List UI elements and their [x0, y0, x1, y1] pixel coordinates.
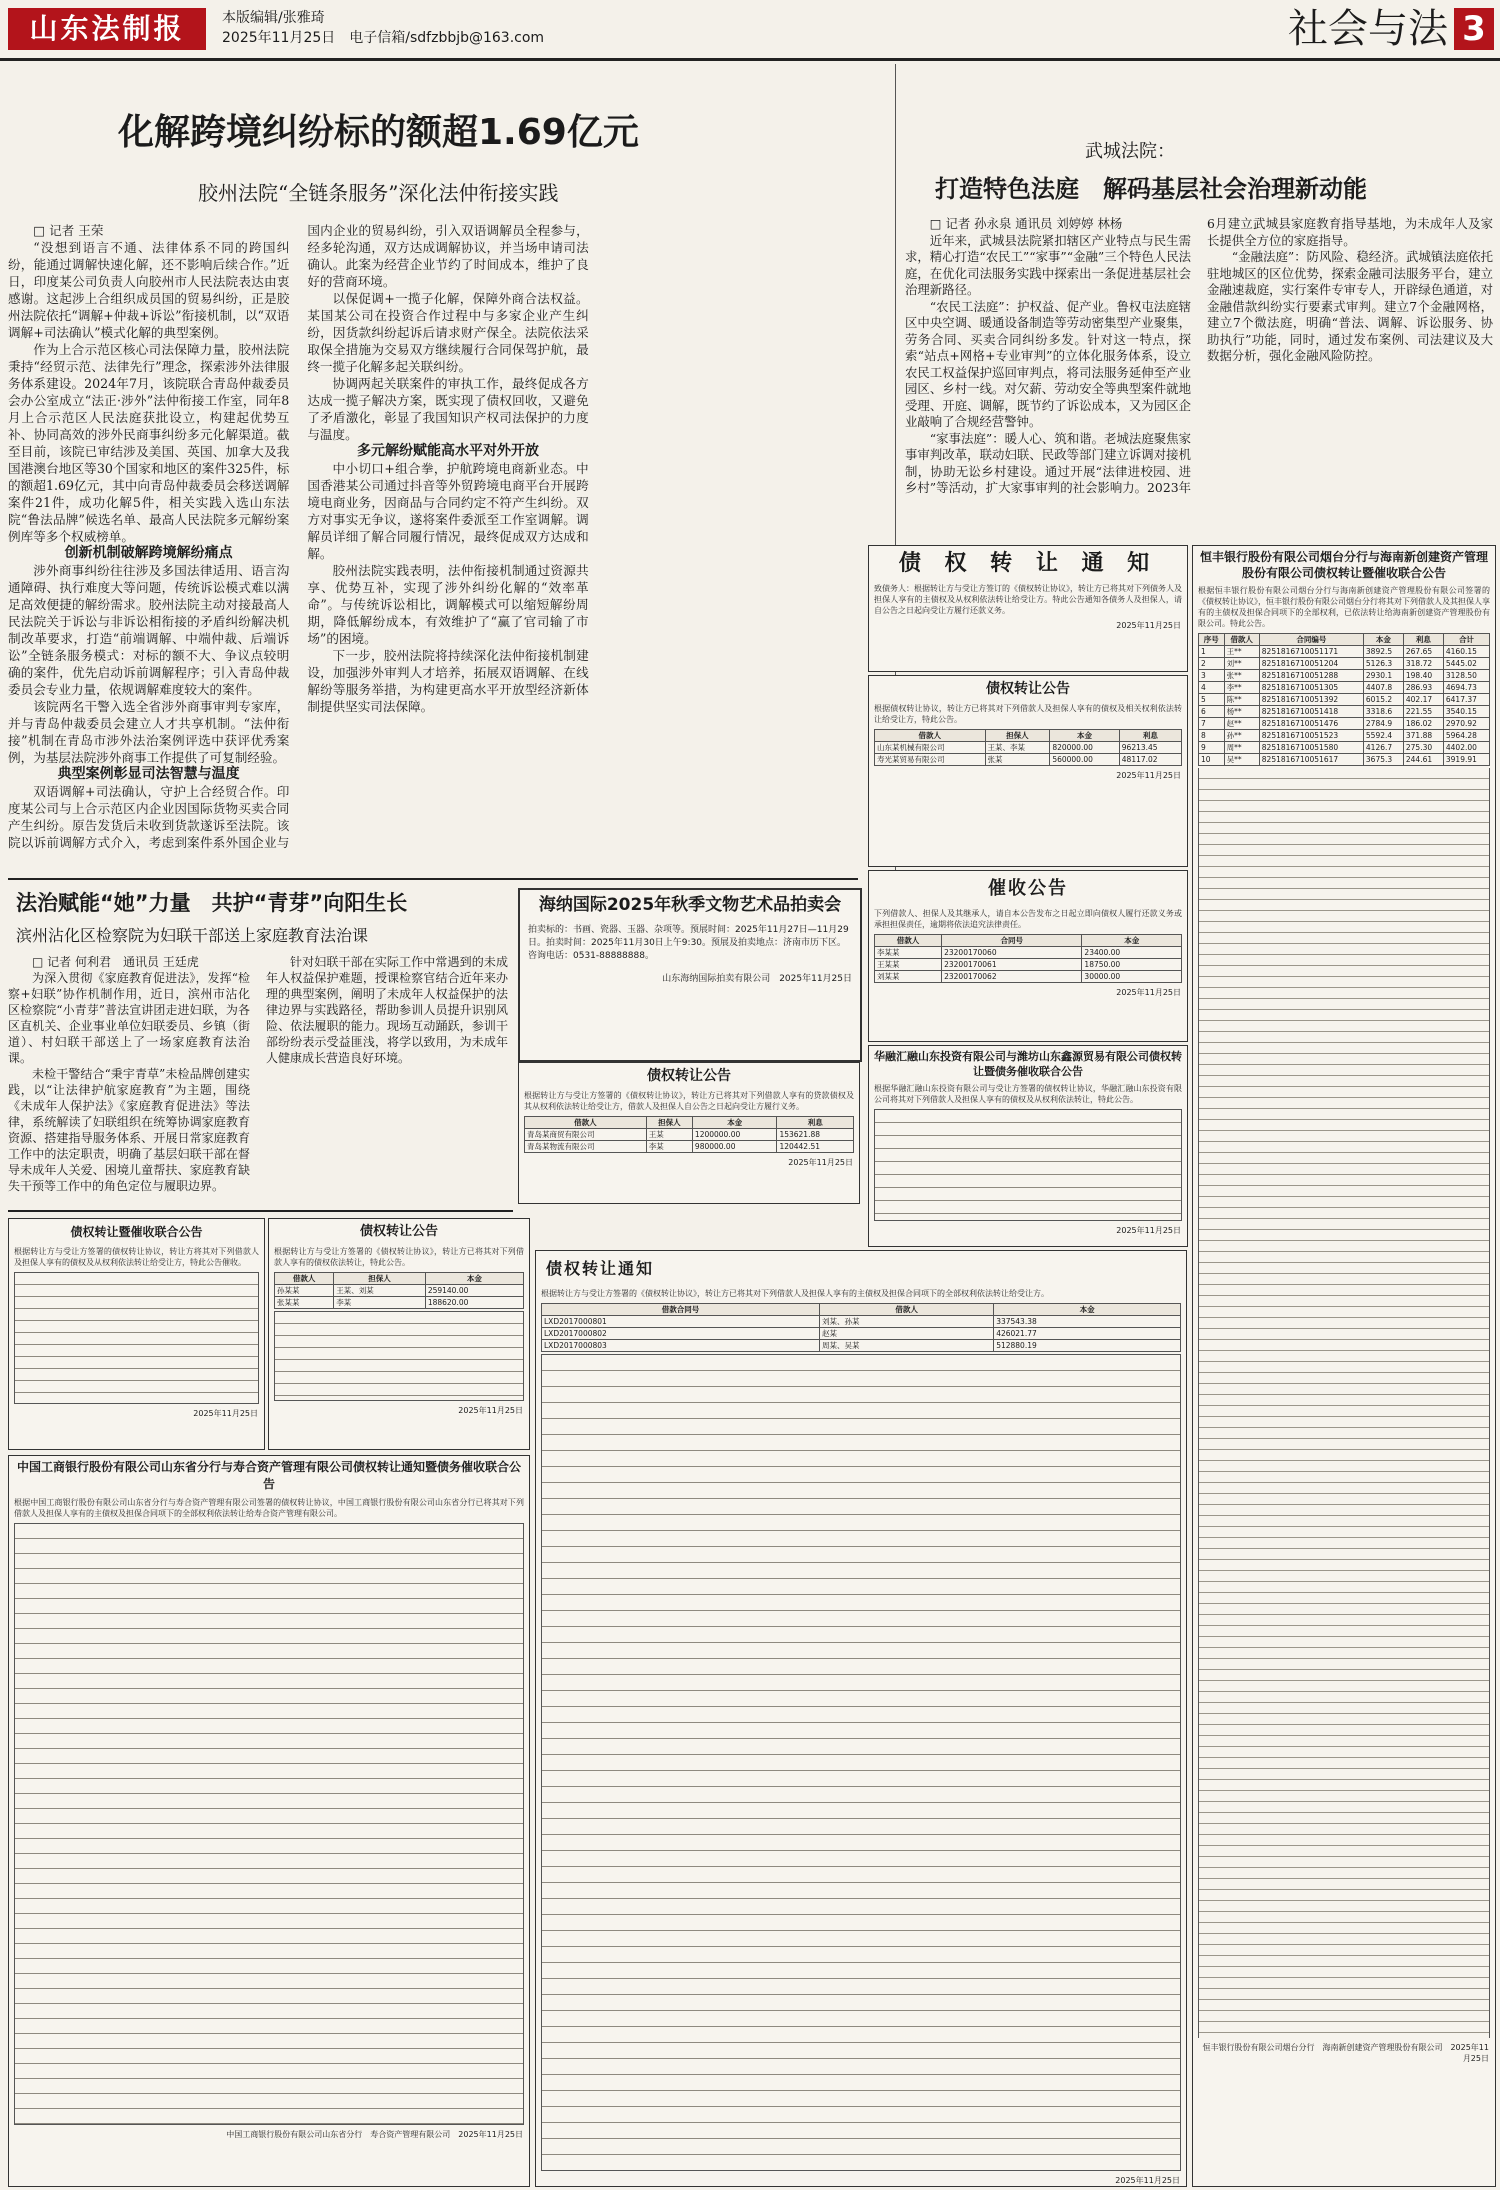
table-cell: 1: [1199, 646, 1225, 658]
table-row: [1199, 706, 1490, 718]
notice-title: 债权转让公告: [359, 1224, 438, 1239]
table-cell: 青岛某商贸有限公司: [525, 1129, 647, 1141]
table-cell: 426021.77: [994, 1328, 1181, 1340]
table-placeholder: [14, 1272, 259, 1404]
table-cell: 杨**: [1224, 706, 1259, 718]
table-cell: 186.02: [1403, 718, 1443, 730]
table-cell: 刘**: [1224, 658, 1259, 670]
table-cell: 9: [1199, 742, 1225, 754]
notice-title: 债权转让通知: [546, 1259, 655, 1278]
notice-body: 下列借款人、担保人及其继承人，请自本公告发布之日起立即向债权人履行还款义务或承担担保责任，逾期将依法追究法律责任。: [874, 909, 1182, 929]
table-row: [542, 1316, 1181, 1328]
debt-table: [874, 934, 1182, 983]
byline: □ 记者 王荣: [33, 223, 104, 238]
table-cell: 赵**: [1224, 718, 1259, 730]
table-cell: 23200170060: [942, 947, 1082, 959]
paragraph: “家事法庭”：暖人心、筑和谐。老城法庭聚焦家事审判改革，联动妇联、民政等部门建立诉调对接机制，协助无讼乡村建设。通过开展“法律进校园、进乡村”等活动，扩大家事审判的社会影响力。2023年6月建立武城县家庭教育指导基地，为未成年人及家长提供全方位的家庭指导。: [905, 216, 1493, 495]
notice-signature: 2025年11月25日: [458, 1406, 523, 1415]
notice-body: 根据转让方与受让方签署的《债权转让协议》，转让方已将其对下列借款人及担保人享有的主债权及担保合同项下的全部权利依法转让给受让方。: [541, 1289, 1049, 1298]
auction-ad: [518, 888, 862, 1062]
table-header: 本金: [692, 1117, 777, 1129]
table-cell: 王**: [1224, 646, 1259, 658]
table-cell: 8251816710051305: [1259, 682, 1363, 694]
table-cell: 2930.1: [1363, 670, 1403, 682]
notice-signature: 2025年11月25日: [193, 1409, 258, 1418]
paragraph: 涉外商事纠纷往往涉及多国法律适用、语言沟通障碍、执行难度大等问题，传统诉讼模式难以满足高效便捷的解纷需求。胶州法院主动对接最高人民法院关于诉讼与非诉讼相衔接的矛盾纠纷解决机制改革要求，打造“前端调解、中端仲裁、后端诉讼”全链条服务模式：对标的额不大、争议点较明确的案件，优先启动诉前调解程序；引入青岛仲裁委员会专业力量，依规调解难度较大的案件。: [8, 563, 290, 697]
paragraph: “金融法庭”：防风险、稳经济。武城镇法庭依托驻地城区的区位优势，探索金融司法服务平台，建立金融速裁庭，实行案件专审专人，开辟绿色通道，对金融借款纠纷实行要素式审判。建立7个金融网格，建立7个微法庭，明确“普法、调解、诉讼服务、协助执行”功能，同时，通过发布案例、司法建议及大数据分析，强化金融风险防控。: [1207, 249, 1493, 363]
table-cell: 周**: [1224, 742, 1259, 754]
table-cell: 6015.2: [1363, 694, 1403, 706]
table-row: [875, 971, 1182, 983]
notice-transfer-2: [868, 675, 1188, 867]
table-row: [1199, 682, 1490, 694]
table-cell: 8251816710051580: [1259, 742, 1363, 754]
table-header: 利息: [1119, 730, 1181, 742]
table-cell: LXD2017000801: [542, 1316, 820, 1328]
table-cell: 青岛某物流有限公司: [525, 1141, 647, 1153]
table-cell: 5126.3: [1363, 658, 1403, 670]
article-headline: 打造特色法庭 解码基层社会治理新动能: [935, 175, 1367, 203]
notice-title: 华融汇融山东投资有限公司与潍坊山东鑫源贸易有限公司债权转让暨债务催收联合公告: [874, 1050, 1182, 1078]
table-cell: 吴**: [1224, 754, 1259, 766]
notice-title: 催收公告: [988, 878, 1068, 899]
table-cell: 3919.91: [1443, 754, 1489, 766]
table-cell: 张**: [1224, 670, 1259, 682]
notice-title: 中国工商银行股份有限公司山东省分行与寿合资产管理有限公司债权转让通知暨债务催收联合公告: [16, 1460, 521, 1491]
table-cell: 8251816710051204: [1259, 658, 1363, 670]
table-cell: 周某、吴某: [819, 1340, 993, 1352]
table-header: 本金: [1363, 634, 1403, 646]
table-cell: 1200000.00: [692, 1129, 777, 1141]
table-cell: LXD2017000802: [542, 1328, 820, 1340]
table-cell: 4407.8: [1363, 682, 1403, 694]
page-number: 3: [1454, 8, 1494, 50]
debt-table: [1198, 633, 1490, 766]
table-cell: 王某某: [875, 959, 942, 971]
article-body: [905, 216, 1493, 526]
paragraph: 该院两名干警入选全省涉外商事审判专家库，并与青岛仲裁委员会建立人才共享机制。“法仲衔接”机制在青岛市涉外法治案例评选中获评优秀案例，为基层法院涉外商事工作提供了可复制经验。: [8, 699, 290, 765]
paragraph: 下一步，胶州法院将持续深化法仲衔接机制建设，加强涉外审判人才培养，拓展双语调解、在线解纷等服务举措，为构建更高水平开放型经济新体制提供坚实司法保障。: [307, 648, 589, 714]
table-row: [1199, 694, 1490, 706]
paragraph: “农民工法庭”：护权益、促产业。鲁权屯法庭辖区中央空调、暖通设备制造等劳动密集型产业聚集，劳务合同、买卖合同纠纷多发。针对这一特点，探索“站点+网格+专业审判”的立体化服务体系，设立农民工权益保护巡回审判点，将司法服务延伸至产业园区、乡村一线。对欠薪、劳动安全等典型案件就地受理、开庭、调解，既节约了诉讼成本，又为园区企业敲响了合规经营警钟。: [905, 298, 1191, 429]
table-row: [875, 754, 1182, 766]
table-header: 借款人: [875, 935, 942, 947]
ad-body: 拍卖标的：书画、瓷器、玉器、杂项等。预展时间：2025年11月27日—11月29日。拍卖时间：2025年11月30日上午9:30。预展及拍卖地点：济南市历下区。咨询电话：0531-88888888。: [528, 925, 849, 961]
table-header: 本金: [1050, 730, 1119, 742]
table-cell: 10: [1199, 754, 1225, 766]
table-cell: 980000.00: [692, 1141, 777, 1153]
table-header: 本金: [994, 1304, 1181, 1316]
table-cell: 8251816710051617: [1259, 754, 1363, 766]
debt-table: [274, 1272, 524, 1309]
table-row: [1199, 718, 1490, 730]
paragraph: 以保促调+一揽子化解，保障外商合法权益。某国某公司在投资合作过程中与多家企业产生纠纷，因货款纠纷起诉后请求财产保全。法院依法采取保全措施为交易双方继续履行合同保驾护航，最终一揽子化解多起关联纠纷。: [307, 291, 589, 374]
table-cell: 120442.51: [777, 1141, 854, 1153]
notice-title: 债权转让公告: [986, 681, 1070, 697]
table-row: [1199, 754, 1490, 766]
table-cell: 李某某: [875, 947, 942, 959]
paragraph: 近年来，武城县法院紧扣辖区产业特点与民生需求，精心打造“农民工”“家事”“金融”三个特色人民法庭，在优化司法服务实践中探索出一条促进基层社会治理新路径。: [905, 232, 1191, 297]
notice-signature: 2025年11月25日: [1115, 2176, 1180, 2185]
table-cell: 4126.7: [1363, 742, 1403, 754]
table-row: [875, 742, 1182, 754]
table-row: [1199, 670, 1490, 682]
table-cell: 8251816710051476: [1259, 718, 1363, 730]
table-cell: 267.65: [1403, 646, 1443, 658]
table-cell: 560000.00: [1050, 754, 1119, 766]
table-continuation: [1198, 768, 1490, 2038]
notice-signature: 2025年11月25日: [1116, 771, 1181, 780]
table-cell: 23200170062: [942, 971, 1082, 983]
notice-collection: [868, 870, 1188, 1042]
table-cell: 153621.88: [777, 1129, 854, 1141]
paragraph: 未检干警结合“秉宇青草”未检品牌创建实践，以“让法律护航家庭教育”为主题，围绕《未成年人保护法》《家庭教育促进法》等法律，系统解读了妇联组织在统筹协调家庭教育资源、搭建指导服务体系、开展日常家庭教育工作中的法定职责，明确了基层妇联干部在督导未成年人关爱、困境儿童帮扶、家庭教育缺失干预等工作中的角色定位与履职边界。: [8, 1067, 250, 1193]
table-cell: 8251816710051288: [1259, 670, 1363, 682]
notice-signature: 2025年11月25日: [788, 1158, 853, 1167]
article-body: [8, 222, 888, 862]
table-cell: 5: [1199, 694, 1225, 706]
table-cell: 48117.02: [1119, 754, 1181, 766]
table-placeholder: [14, 1523, 524, 2125]
article-subheadline: 滨州沾化区检察院为妇联干部送上家庭教育法治课: [16, 926, 369, 945]
notice-body: 根据转让方与受让方签署的《债权转让协议》，转让方已将其对下列借款人享有的债权依法转让，特此公告。: [274, 1247, 524, 1267]
table-cell: LXD2017000803: [542, 1340, 820, 1352]
table-row: [525, 1141, 854, 1153]
notice-body: 根据转让方与受让方签署的债权转让协议，转让方将其对下列借款人及担保人享有的债权及从权利依法转让给受让方，特此公告催收。: [14, 1247, 259, 1267]
table-row: [1199, 658, 1490, 670]
table-header: 利息: [1403, 634, 1443, 646]
table-cell: 3318.6: [1363, 706, 1403, 718]
article-cross-border: [8, 110, 888, 870]
table-cell: 18750.00: [1082, 959, 1182, 971]
table-row: [1199, 742, 1490, 754]
table-header: 合同号: [942, 935, 1082, 947]
table-placeholder: [874, 1109, 1182, 1221]
notice-body: 根据恒丰银行股份有限公司烟台分行与海南新创建资产管理股份有限公司签署的《债权转让协议》，恒丰银行股份有限公司烟台分行将其对下列借款人及其担保人享有的主债权及担保合同项下的全部权利，已依法转让给海南新创建资产管理股份有限公司。特此公告。: [1198, 586, 1490, 628]
notice-joint-1: [8, 1218, 265, 1450]
table-cell: 6417.37: [1443, 694, 1489, 706]
table-cell: 23400.00: [1082, 947, 1182, 959]
table-header: 本金: [1082, 935, 1182, 947]
table-cell: 孙**: [1224, 730, 1259, 742]
debt-table: [524, 1116, 854, 1153]
notice-icbc: [8, 1455, 530, 2187]
table-cell: 318.72: [1403, 658, 1443, 670]
table-cell: 刘某某: [875, 971, 942, 983]
section-subhead: 多元解纷赋能高水平对外开放: [356, 443, 539, 459]
notice-signature: 中国工商银行股份有限公司山东省分行 寿合资产管理有限公司 2025年11月25日: [226, 2130, 523, 2139]
notice-title: 债权转让公告: [647, 1068, 731, 1084]
notice-body: 根据华融汇融山东投资有限公司与受让方签署的债权转让协议，华融汇融山东投资有限公司将其对下列借款人及担保人享有的债权及从权利依法转让，特此公告。: [874, 1084, 1182, 1104]
table-cell: 2970.92: [1443, 718, 1489, 730]
table-cell: 4402.00: [1443, 742, 1489, 754]
table-row: [275, 1285, 524, 1297]
article-body: [8, 954, 508, 1194]
table-cell: 王某: [646, 1129, 692, 1141]
editor-line: 本版编辑/张雅琦: [222, 10, 325, 26]
masthead: [0, 0, 1500, 61]
notice-body: 根据中国工商银行股份有限公司山东省分行与寿合资产管理有限公司签署的债权转让协议，中国工商银行股份有限公司山东省分行已将其对下列借款人及担保人享有的主债权及担保合同项下的全部权利依法转让给寿合资产管理有限公司。: [14, 1498, 524, 1518]
table-cell: 刘某、孙某: [819, 1316, 993, 1328]
table-cell: 4160.15: [1443, 646, 1489, 658]
table-cell: 198.40: [1403, 670, 1443, 682]
table-row: [275, 1297, 524, 1309]
table-header: 借款人: [819, 1304, 993, 1316]
table-row: [542, 1340, 1181, 1352]
table-header: 借款合同号: [542, 1304, 820, 1316]
table-cell: 23200170061: [942, 959, 1082, 971]
table-cell: 4694.73: [1443, 682, 1489, 694]
table-header: 合同编号: [1259, 634, 1363, 646]
section-name: 社会与法: [1288, 6, 1448, 52]
table-cell: 3: [1199, 670, 1225, 682]
article-headline: 化解跨境纠纷标的额超1.69亿元: [118, 112, 639, 153]
table-header: 借款人: [275, 1273, 334, 1285]
table-cell: 3892.5: [1363, 646, 1403, 658]
paragraph: 为深入贯彻《家庭教育促进法》，发挥“检察+妇联”协作机制作用，近日，滨州市沾化区检察院“小青芽”普法宣讲团走进妇联，为各区直机关、企业事业单位妇联委员、乡镇（街道）、村妇联干部送上了一场家庭教育法治课。: [8, 971, 250, 1065]
notice-body: 根据转让方与受让方签署的《债权转让协议》，转让方已将其对下列借款人享有的贷款债权及其从权利依法转让给受让方，借款人及担保人自公告之日起向受让方履行义务。: [524, 1091, 854, 1111]
table-cell: 5445.02: [1443, 658, 1489, 670]
table-cell: 6: [1199, 706, 1225, 718]
table-header: 担保人: [646, 1117, 692, 1129]
table-cell: 5964.28: [1443, 730, 1489, 742]
paragraph: 作为上合示范区核心司法保障力量，胶州法院秉持“经贸示范、法律先行”理念，探索涉外法律服务体系建设。2024年7月，该院联合青岛仲裁委员会办公室成立“法正·涉外”法仲衔接工作室，同年8月上合示范区人民法庭获批设立，构建起优势互补、协同高效的涉外民商事纠纷多元化解渠道。截至目前，该院已审结涉及美国、英国、加拿大及我国港澳台地区等30个国家和地区的案件325件，标的额超1.69亿元，其中向青岛仲裁委员会移送调解案件21件，成功化解5件，相关实践入选山东法院“鲁法品牌”候选名单、最高人民法院多元解纷案例库等多个权威榜单。: [8, 342, 290, 544]
article-wucheng: [905, 140, 1493, 530]
table-cell: 李某: [646, 1141, 692, 1153]
table-placeholder: [274, 1311, 524, 1401]
table-cell: 512880.19: [994, 1340, 1181, 1352]
table-header: 担保人: [334, 1273, 426, 1285]
issue-date: 2025年11月25日: [222, 30, 336, 46]
notice-hengfeng: [1192, 545, 1496, 2187]
table-header: 借款人: [1224, 634, 1259, 646]
page-meta: [222, 8, 544, 48]
table-row: [525, 1129, 854, 1141]
table-cell: 陈**: [1224, 694, 1259, 706]
section-subhead: 创新机制破解跨境解纷痛点: [64, 545, 233, 561]
table-cell: 8251816710051418: [1259, 706, 1363, 718]
table-cell: 李**: [1224, 682, 1259, 694]
table-cell: 赵某: [819, 1328, 993, 1340]
table-header: 借款人: [875, 730, 986, 742]
table-cell: 337543.38: [994, 1316, 1181, 1328]
notice-joint-2: [268, 1218, 530, 1450]
table-cell: 3675.3: [1363, 754, 1403, 766]
table-header: 借款人: [525, 1117, 647, 1129]
notice-signature: 恒丰银行股份有限公司烟台分行 海南新创建资产管理股份有限公司 2025年11月25日: [1202, 2043, 1489, 2063]
table-cell: 寿光某贸易有限公司: [875, 754, 986, 766]
table-header: 本金: [425, 1273, 523, 1285]
table-cell: 张某: [985, 754, 1050, 766]
notice-transfer-3: [518, 1062, 860, 1204]
table-header: 序号: [1199, 634, 1225, 646]
table-cell: 王某、刘某: [334, 1285, 426, 1297]
table-row: [1199, 730, 1490, 742]
table-cell: 8: [1199, 730, 1225, 742]
table-header: 利息: [777, 1117, 854, 1129]
table-cell: 张某某: [275, 1297, 334, 1309]
table-header: 合计: [1443, 634, 1489, 646]
table-cell: 8251816710051523: [1259, 730, 1363, 742]
table-cell: 8251816710051392: [1259, 694, 1363, 706]
paragraph: 针对妇联干部在实际工作中常遇到的未成年人权益保护难题，授课检察官结合近年来办理的典型案例，阐明了未成年人权益保护的法律边界与实践路径，帮助参训人员提升识别风险、依法履职的能力。现场互动踊跃，参训干部纷纷表示受益匪浅，将学以致用，为未成年人健康成长营造良好环境。: [266, 955, 508, 1065]
email: 电子信箱/sdfzbbjb@163.com: [349, 30, 545, 46]
notice-signature: 2025年11月25日: [1116, 1226, 1181, 1235]
newspaper-logo: 山东法制报: [8, 8, 206, 50]
article-kicker: 武城法院：: [1085, 141, 1175, 162]
table-cell: 3540.15: [1443, 706, 1489, 718]
article-subheadline: 胶州法院“全链条服务”深化法仲衔接实践: [198, 181, 559, 205]
section-rule: [8, 878, 858, 880]
notice-debt-transfer: [868, 545, 1188, 672]
table-cell: 221.55: [1403, 706, 1443, 718]
notice-signature: 2025年11月25日: [1116, 621, 1181, 630]
table-cell: 王某、李某: [985, 742, 1050, 754]
table-cell: 7: [1199, 718, 1225, 730]
article-headline: 法治赋能“她”力量 共护“青芽”向阳生长: [16, 891, 408, 915]
table-cell: 2: [1199, 658, 1225, 670]
table-cell: 5592.4: [1363, 730, 1403, 742]
table-cell: 8251816710051171: [1259, 646, 1363, 658]
byline: □ 记者 孙永泉 通讯员 刘婷婷 林杨: [929, 216, 1123, 231]
table-placeholder: [541, 1354, 1181, 2171]
notice-title: 债 权 转 让 通 知: [898, 551, 1158, 576]
paragraph: 双语调解+司法确认，守护上合经贸合作。印度某公司与上合示范区内企业因国际货物买卖合同产生纠纷。原告发货后未收到货款遂诉至法院。该院以诉前调解方式介入，考虑到案件系外国企业与国内企业的贸易纠纷，引入双语调解员全程参与，经多轮沟通，双方达成调解协议，并当场申请司法确认。此案为经营企业节约了时间成本，维护了良好的营商环境。: [8, 223, 589, 850]
notice-title: 恒丰银行股份有限公司烟台分行与海南新创建资产管理股份有限公司债权转让暨催收联合公告: [1199, 550, 1488, 580]
notice-transfer-big: [535, 1250, 1187, 2187]
debt-table: [541, 1303, 1181, 1352]
notice-signature: 2025年11月25日: [1116, 988, 1181, 997]
section-rule: [8, 1210, 513, 1212]
table-cell: 李某: [334, 1297, 426, 1309]
table-cell: 30000.00: [1082, 971, 1182, 983]
table-cell: 96213.45: [1119, 742, 1181, 754]
table-cell: 山东某机械有限公司: [875, 742, 986, 754]
section-subhead: 典型案例彰显司法智慧与温度: [57, 766, 240, 782]
table-cell: 371.88: [1403, 730, 1443, 742]
table-cell: 402.17: [1403, 694, 1443, 706]
table-row: [875, 947, 1182, 959]
table-cell: 2784.9: [1363, 718, 1403, 730]
table-cell: 4: [1199, 682, 1225, 694]
notice-body: 根据债权转让协议，转让方已将其对下列借款人及担保人享有的债权及相关权利依法转让给受让方，特此公告。: [874, 704, 1182, 724]
notice-body: 致债务人：根据转让方与受让方签订的《债权转让协议》，转让方已将其对下列债务人及担保人享有的主债权及从权利依法转让给受让方。特此公告通知各债务人及担保人，请自公告之日起向受让方履行还款义务。: [874, 584, 1182, 615]
table-cell: 286.93: [1403, 682, 1443, 694]
table-cell: 259140.00: [425, 1285, 523, 1297]
ad-title: 海纳国际2025年秋季文物艺术品拍卖会: [538, 895, 842, 915]
notice-title: 债权转让暨催收联合公告: [70, 1225, 203, 1239]
table-cell: 188620.00: [425, 1297, 523, 1309]
table-cell: 275.30: [1403, 742, 1443, 754]
table-row: [542, 1328, 1181, 1340]
paragraph: 协调两起关联案件的审执工作，最终促成各方达成一揽子解决方案，既实现了债权回收，又避免了矛盾激化，彰显了我国知识产权司法保护的力度与温度。: [307, 376, 589, 442]
ad-signature: 山东海纳国际拍卖有限公司 2025年11月25日: [662, 974, 852, 984]
table-header: 担保人: [985, 730, 1050, 742]
table-row: [875, 959, 1182, 971]
article-zhanhua: [8, 888, 508, 1200]
table-cell: 820000.00: [1050, 742, 1119, 754]
table-cell: 孙某某: [275, 1285, 334, 1297]
debt-table: [874, 729, 1182, 766]
table-cell: 3128.50: [1443, 670, 1489, 682]
table-row: [1199, 646, 1490, 658]
notice-huarong: [868, 1045, 1188, 1247]
byline: □ 记者 何利君 通讯员 王廷虎: [32, 955, 199, 969]
table-cell: 244.61: [1403, 754, 1443, 766]
paragraph: 胶州法院实践表明，法仲衔接机制通过资源共享、优势互补，实现了涉外纠纷化解的“效率革命”。与传统诉讼相比，调解模式可以缩短解纷周期，降低解纷成本，有效维护了“赢了官司输了市场”的困境。: [307, 563, 589, 646]
paragraph: 中小切口+组合拳，护航跨境电商新业态。中国香港某公司通过抖音等外贸跨境电商平台开展跨境电商业务，因商品与合同约定不符产生纠纷。双方对事实无争议，遂将案件委派至工作室调解。调解员详细了解合同履行情况，最终促成双方达成和解。: [307, 461, 589, 561]
paragraph: “没想到语言不通、法律体系不同的跨国纠纷，能通过调解快速化解，还不影响后续合作。”近日，印度某公司负责人向胶州市人民法院表达由衷感谢。这起涉上合组织成员国的贸易纠纷，正是胶州法院依托“调解+仲裁+诉讼”衔接机制，以“双语调解+司法确认”模式化解的典型案例。: [8, 240, 290, 340]
